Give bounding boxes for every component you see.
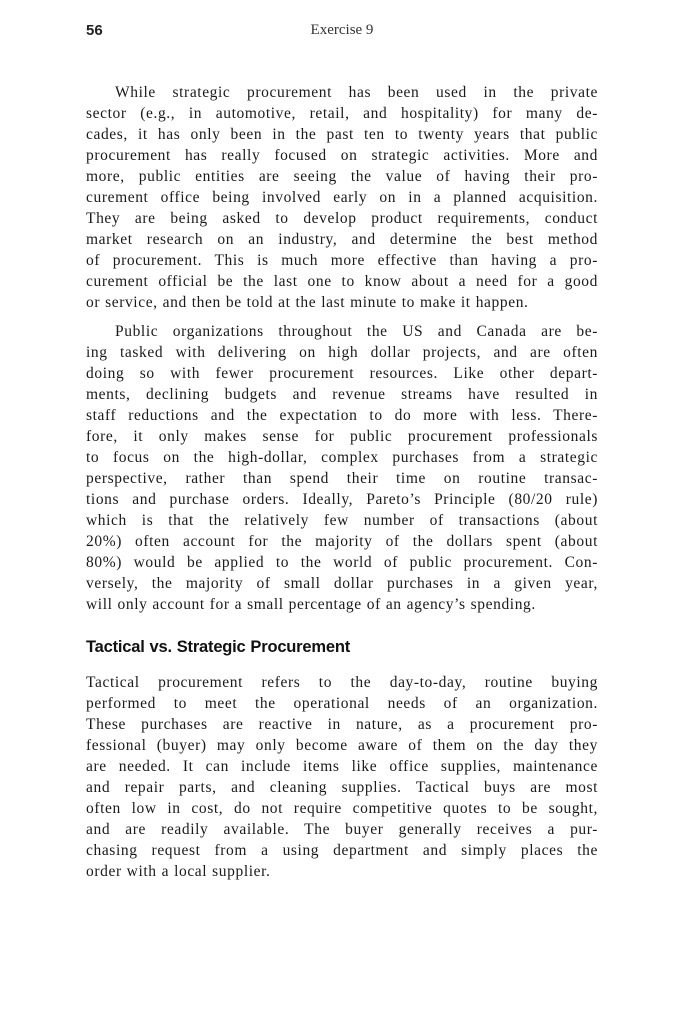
text-line: curement office being involved early on in a planned acquisition. — [86, 189, 598, 206]
text-line: performed to meet the operational needs of an organization. — [86, 695, 598, 712]
paragraph-tactical-procurement — [86, 672, 598, 882]
text-line: fore, it only makes sense for public procurement professionals — [86, 428, 598, 445]
text-line: will only account for a small percentage of an agency’s spending. — [86, 596, 536, 613]
text-line: ments, declining budgets and revenue streams have resulted in — [86, 386, 598, 403]
text-line: market research on an industry, and determine the best method — [86, 231, 598, 248]
text-line: order with a local supplier. — [86, 863, 271, 880]
text-line: 20%) often account for the majority of the dollars spent (about — [86, 533, 598, 550]
text-line: tions and purchase orders. Ideally, Pareto’s Principle (80/20 rule) — [86, 491, 598, 508]
text-line: They are being asked to develop product requirements, conduct — [86, 210, 598, 227]
text-line: often low in cost, do not require competitive quotes to be sought, — [86, 800, 598, 817]
paragraph-public-organizations — [86, 321, 598, 615]
page-header — [86, 22, 598, 46]
text-line: and repair parts, and cleaning supplies. Tactical buys are most — [86, 779, 598, 796]
text-line: are needed. It can include items like office supplies, maintenance — [86, 758, 598, 775]
text-line: which is that the relatively few number of transactions (about — [86, 512, 598, 529]
section-heading: Tactical vs. Strategic Procurement — [86, 638, 351, 656]
text-line: or service, and then be told at the last minute to make it happen. — [86, 294, 529, 311]
text-line: and are readily available. The buyer generally receives a pur- — [86, 821, 598, 838]
text-line: of procurement. This is much more effective than having a pro- — [86, 252, 598, 269]
text-line: more, public entities are seeing the value of having their pro- — [86, 168, 598, 185]
text-line: Public organizations throughout the US and Canada are be- — [115, 323, 598, 340]
text-line: sector (e.g., in automotive, retail, and hospitality) for many de- — [86, 105, 598, 122]
text-line: cades, it has only been in the past ten to twenty years that public — [86, 126, 598, 143]
text-line: to focus on the high-dollar, complex purchases from a strategic — [86, 449, 598, 466]
running-head: Exercise 9 — [310, 22, 374, 38]
text-line: doing so with fewer procurement resources. Like other depart- — [86, 365, 598, 382]
text-line: These purchases are reactive in nature, as a procurement pro- — [86, 716, 598, 733]
text-line: While strategic procurement has been used in the private — [115, 84, 598, 101]
text-line: curement official be the last one to know about a need for a good — [86, 273, 598, 290]
text-line: procurement has really focused on strategic activities. More and — [86, 147, 598, 164]
text-line: versely, the majority of small dollar purchases in a given year, — [86, 575, 598, 592]
page-number: 56 — [86, 22, 103, 39]
text-line: perspective, rather than spend their time on routine transac- — [86, 470, 598, 487]
text-line: ing tasked with delivering on high dollar projects, and are often — [86, 344, 598, 361]
paragraph-strategic-procurement-intro — [86, 82, 598, 313]
page-body — [86, 82, 598, 882]
text-line: fessional (buyer) may only become aware of them on the day they — [86, 737, 598, 754]
text-line: staff reductions and the expectation to do more with less. There- — [86, 407, 598, 424]
text-line: Tactical procurement refers to the day-to-day, routine buying — [86, 674, 598, 691]
text-line: 80%) would be applied to the world of public procurement. Con- — [86, 554, 598, 571]
text-line: chasing request from a using department and simply places the — [86, 842, 598, 859]
